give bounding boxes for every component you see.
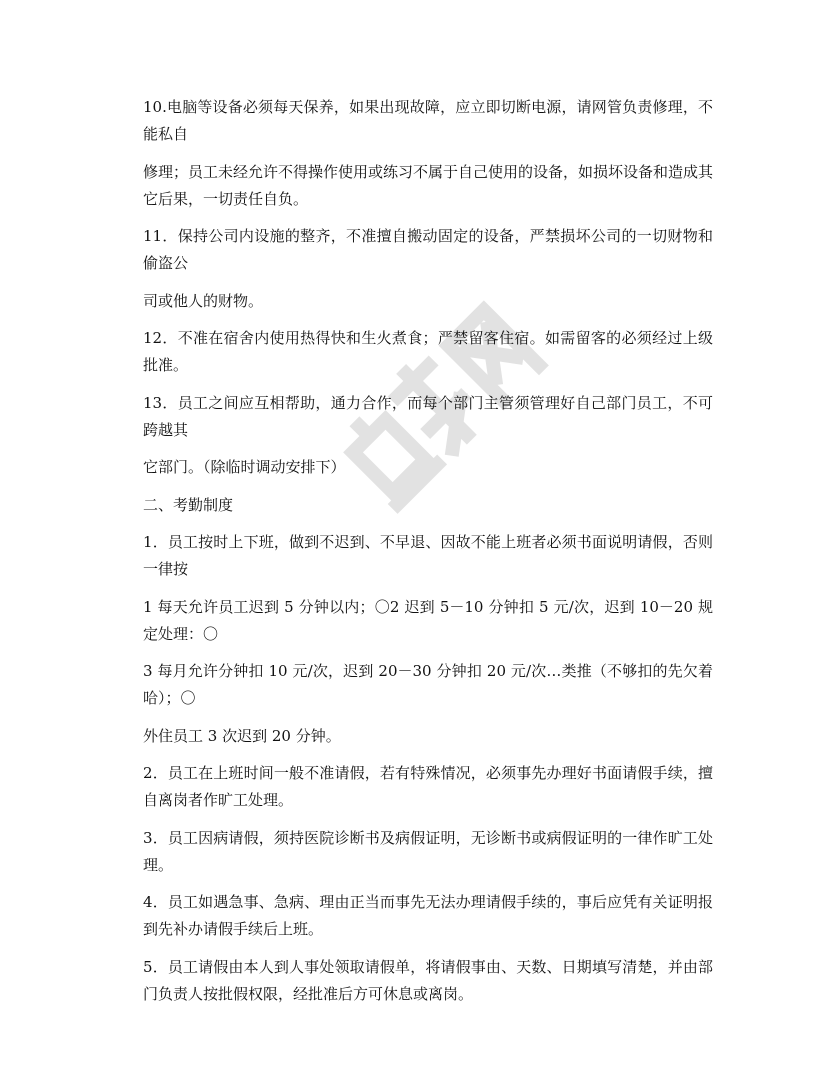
paragraph-4: 司或他人的财物。	[143, 291, 264, 310]
paragraph-6: 13．员工之间应互相帮助，通力合作，而每个部门主管须管理好自己部门员工，不可跨越其	[143, 393, 713, 439]
paragraph-14: 3．员工因病请假，须持医院诊断书及病假证明，无诊断书或病假证明的一律作旷工处理。	[143, 828, 713, 874]
paragraph-7: 它部门。（除临时调动安排下）	[143, 458, 346, 476]
document-body	[143, 94, 713, 1018]
paragraph-16: 5．员工请假由本人到人事处领取请假单，将请假事由、天数、日期填写清楚，并由部门负责人按批假权限，经批准后方可休息或离岗。	[143, 957, 713, 1003]
paragraph-12: 外住员工 3 次迟到 20 分钟。	[143, 726, 341, 745]
paragraph-15: 4．员工如遇急事、急病、理由正当而事先无法办理请假手续的，事后应凭有关证明报到先补办请假手续后上班。	[143, 893, 713, 938]
paragraph-1: 10.电脑等设备必须每天保养，如果出现故障，应立即切断电源，请网管负责修理，不能私自	[143, 98, 713, 143]
paragraph-13: 2．员工在上班时间一般不准请假，若有特殊情况，必须事先办理好书面请假手续，擅自离岗者作旷工处理。	[143, 764, 713, 809]
section-heading: 二、考勤制度	[143, 495, 234, 514]
paragraph-5: 12．不准在宿舍内使用热得快和生火煮食；严禁留客住宿。如需留客的必须经过上级批准。	[143, 329, 713, 374]
paragraph-2: 修理；员工未经允许不得操作使用或练习不属于自己使用的设备，如损坏设备和造成其它后果，一切责任自负。	[143, 162, 714, 208]
paragraph-3: 11．保持公司内设施的整齐，不准擅自搬动固定的设备，严禁损坏公司的一切财物和偷盗公	[143, 227, 713, 272]
paragraph-11: 3 每月允许分钟扣 10 元/次，迟到 20－30 分钟扣 20 元/次…类推（不够扣的先欠着哈）；〇	[143, 662, 713, 707]
paragraph-9: 1．员工按时上下班，做到不迟到、不早退、因故不能上班者必须书面说明请假，否则一律按	[143, 533, 713, 578]
paragraph-10: 1 每天允许员工迟到 5 分钟以内；〇2 迟到 5－10 分钟扣 5 元/次，迟到 10－20 规定处理：〇	[143, 597, 713, 643]
